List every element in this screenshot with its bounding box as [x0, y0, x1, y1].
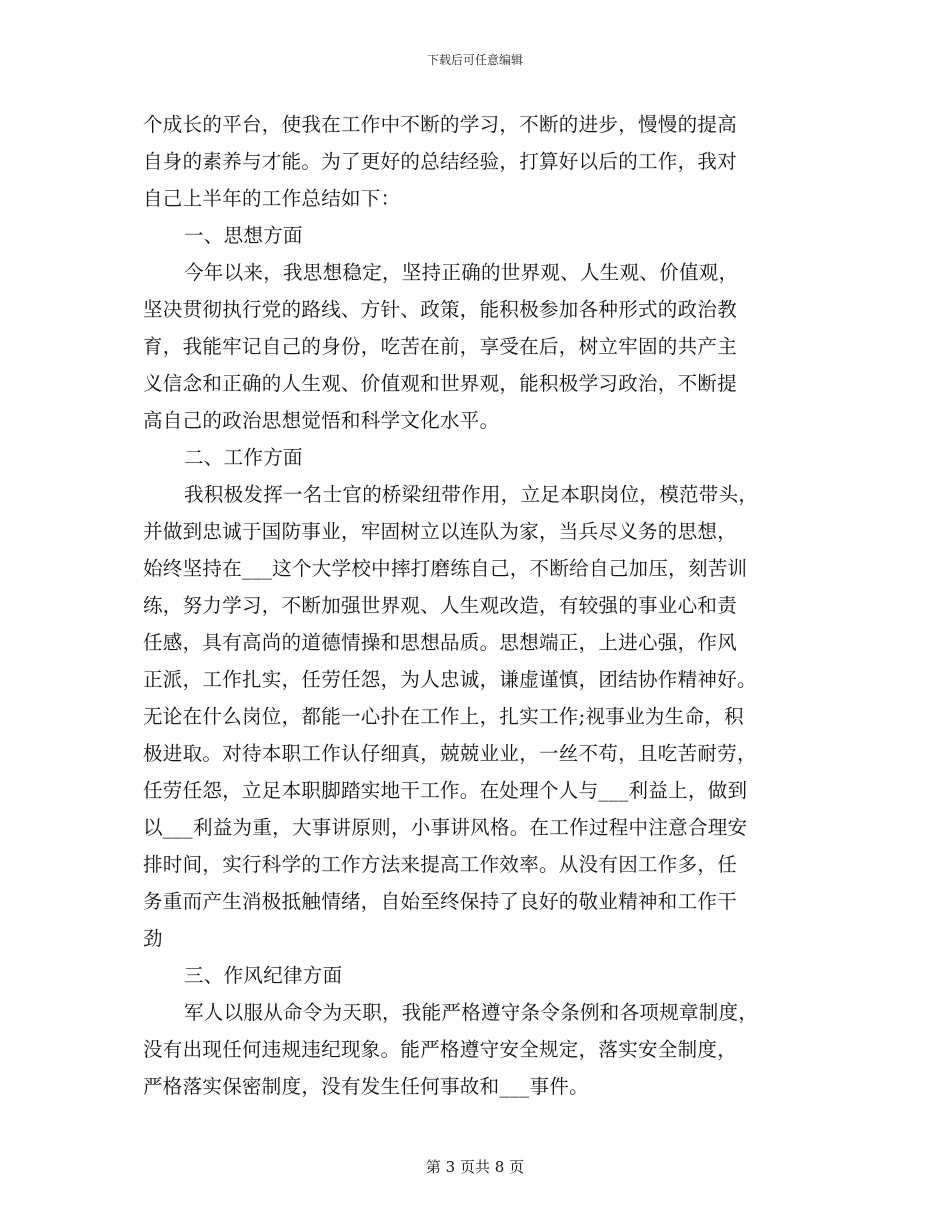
section-heading: 三、作风纪律方面 — [184, 964, 343, 987]
text-line: 坚决贯彻执行党的路线、方针、政策，能积极参加各种形式的政治教 — [143, 298, 738, 321]
text-line: 育，我能牢记自己的身份，吃苦在前，享受在后，树立牢固的共产主 — [143, 335, 738, 358]
text-line: 练，努力学习，不断加强世界观、人生观改造，有较强的事业心和责 — [143, 594, 738, 617]
paragraph-start: 我积极发挥一名士官的桥梁纽带作用，立足本职岗位，模范带头， — [184, 483, 759, 506]
document-body — [143, 106, 813, 1105]
text-line: 务重而产生消极抵触情绪，自始至终保持了良好的敬业精神和工作干 — [143, 890, 738, 913]
text-line: 任劳任怨，立足本职脚踏实地干工作。在处理个人与___利益上，做到 — [143, 779, 748, 802]
section-heading: 一、思想方面 — [184, 224, 303, 247]
text-line: 个成长的平台，使我在工作中不断的学习，不断的进步，慢慢的提高 — [143, 113, 738, 136]
text-line: 极进取。对待本职工作认仔细真，兢兢业业，一丝不苟，且吃苦耐劳， — [143, 742, 757, 765]
page-header: 下载后可任意编辑 — [426, 53, 523, 67]
text-line: 任感，具有高尚的道德情操和思想品质。思想端正，上进心强，作风 — [143, 631, 738, 654]
text-line: 排时间，实行科学的工作方法来提高工作效率。从没有因工作多，任 — [143, 853, 738, 876]
text-line: 自身的素养与才能。为了更好的总结经验，打算好以后的工作，我对 — [143, 150, 738, 173]
text-line: 始终坚持在___这个大学校中摔打磨练自己，不断给自己加压，刻苦训 — [143, 557, 748, 580]
text-line: 正派，工作扎实，任劳任怨，为人忠诚，谦虚谨慎，团结协作精神好。 — [143, 668, 757, 691]
text-line: 劲 — [143, 927, 163, 950]
paragraph-start: 军人以服从命令为天职，我能严格遵守条令条例和各项规章制度， — [184, 1001, 759, 1024]
text-line: 无论在什么岗位，都能一心扑在工作上，扎实工作;视事业为生命，积 — [143, 705, 744, 728]
text-line: 高自己的政治思想觉悟和科学文化水平。 — [143, 409, 500, 432]
text-line: 以___利益为重，大事讲原则，小事讲风格。在工作过程中注意合理安 — [143, 816, 748, 839]
page-number-footer: 第 3 页共 8 页 — [425, 1158, 525, 1176]
text-line: 义信念和正确的人生观、价值观和世界观，能积极学习政治，不断提 — [143, 372, 738, 395]
text-line: 自己上半年的工作总结如下： — [143, 187, 401, 210]
text-line: 没有出现任何违规违纪现象。能严格遵守安全规定，落实安全制度， — [143, 1038, 738, 1061]
text-line: 严格落实保密制度，没有发生任何事故和___事件。 — [143, 1075, 589, 1098]
text-line: 并做到忠诚于国防事业，牢固树立以连队为家，当兵尽义务的思想， — [143, 520, 738, 543]
section-heading: 二、工作方面 — [184, 446, 303, 469]
paragraph-start: 今年以来，我思想稳定，坚持正确的世界观、人生观、价值观， — [184, 261, 739, 284]
